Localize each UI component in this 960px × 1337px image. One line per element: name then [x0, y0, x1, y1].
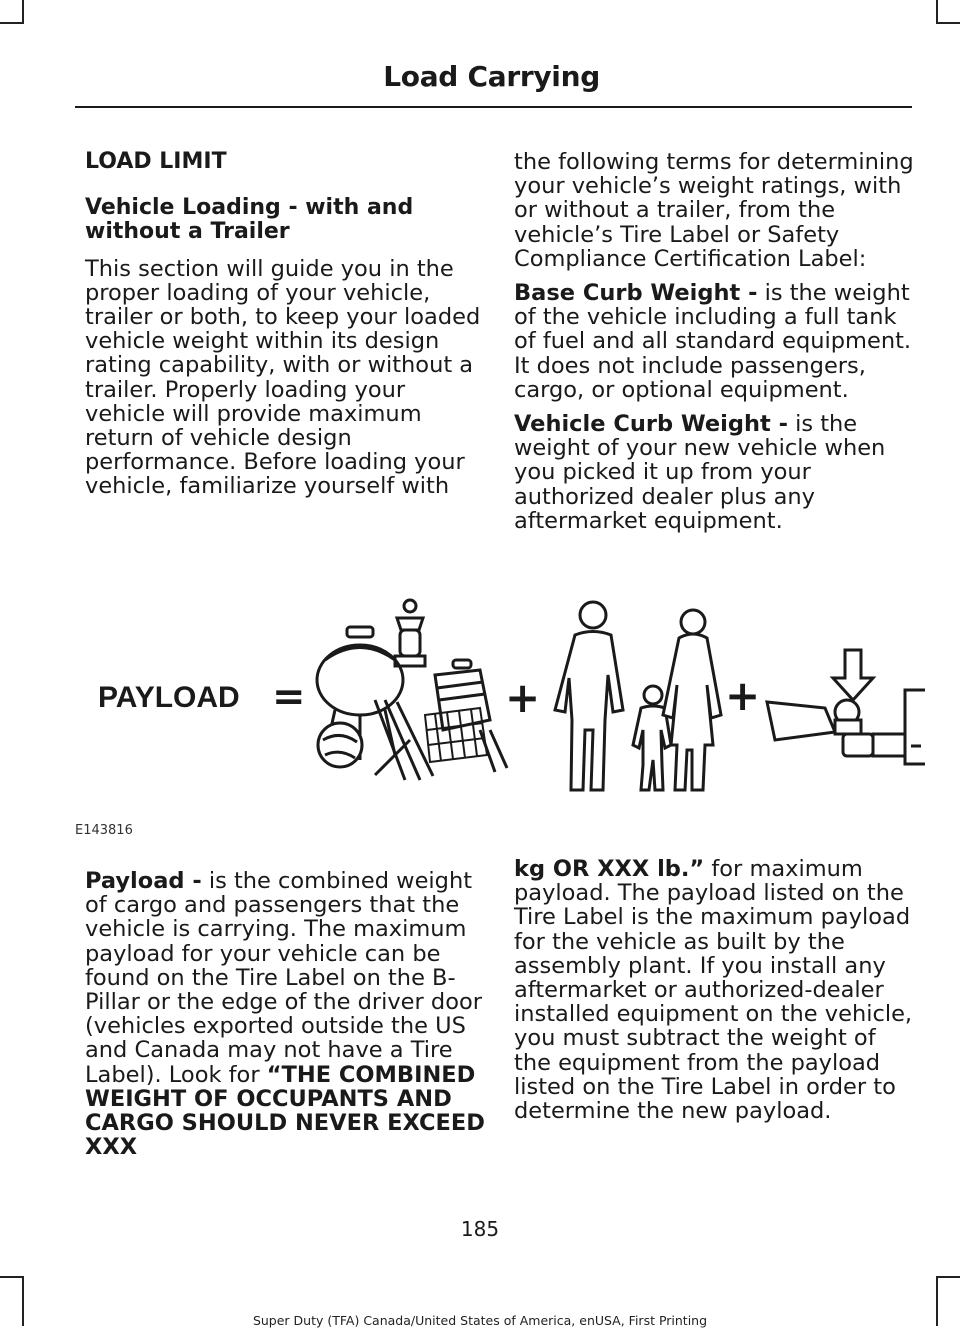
- intro-paragraph: This section will guide you in the proper loading of your vehicle, trailer or both, to keep your loaded vehicle weight within its design rating capability, with or without a trailer. Properly loading your vehicle will provide maximum return of vehicle design performance. Before loading your vehicle, familiarize yourself with: [85, 255, 481, 500]
- continuation-paragraph: the following terms for determining your vehicle’s weight ratings, with or without a trailer, from the vehicle’s Tire Label or Safety Compliance Certification Label:: [514, 149, 914, 272]
- cargo-group: [317, 600, 507, 780]
- base-curb-weight-definition: [514, 281, 914, 402]
- plus-sign-2: +: [725, 671, 761, 720]
- base-curb-weight-term: Base Curb Weight -: [514, 280, 758, 307]
- crop-mark: [936, 22, 960, 24]
- figure-code: E143816: [75, 823, 133, 838]
- column-left-bottom: [85, 869, 485, 1169]
- label-quote-start: “THE COMBINED WEIGHT OF OCCUPANTS AND CARGO SHOULD NEVER EXCEED XXX: [85, 1061, 485, 1161]
- page-title: Load Carrying: [383, 60, 600, 93]
- ball-icon: [318, 723, 362, 767]
- payload-continuation: [514, 857, 914, 1123]
- trailer-hitch-icon: [767, 690, 925, 764]
- hitch-group: [767, 650, 925, 764]
- section-title: LOAD LIMIT: [85, 149, 227, 174]
- payload-continuation-text: for maximum payload. The payload listed on the Tire Label is the maximum payload for the vehicle as built by the assembly plant. If you install any aftermarket or authorized-dealer installed equipment on the vehicle, you must subtract the weight of the equipment from the payload listed on the Tire Label in order to determine the new payload.: [514, 856, 913, 1125]
- down-arrow-icon: [833, 650, 873, 700]
- payload-label: PAYLOAD: [98, 681, 240, 714]
- vehicle-curb-weight-definition: [514, 412, 914, 533]
- column-left-top: [85, 150, 485, 509]
- woman-icon: [663, 610, 721, 790]
- crop-mark: [936, 1276, 960, 1278]
- payload-definition: [85, 869, 485, 1159]
- lantern-icon: [395, 600, 425, 666]
- equals-sign: =: [272, 674, 306, 720]
- subsection-title: Vehicle Loading - with and without a Trailer: [85, 195, 414, 245]
- base-curb-weight-text: is the weight of the vehicle including a full tank of fuel and all standard equipment. It does not include passengers, cargo, or optional equipment.: [514, 280, 912, 403]
- crop-mark: [0, 1276, 24, 1278]
- passengers-group: [555, 602, 721, 790]
- label-quote-end: kg OR XXX lb.”: [514, 856, 705, 882]
- column-right-top: [514, 150, 914, 543]
- man-icon: [555, 602, 623, 790]
- crop-mark: [0, 22, 24, 24]
- payload-term: Payload -: [85, 868, 202, 894]
- vehicle-curb-weight-term: Vehicle Curb Weight -: [514, 411, 788, 438]
- header-divider: [75, 106, 912, 108]
- page-number: 185: [460, 1217, 500, 1241]
- footer-text: Super Duty (TFA) Canada/United States of America, enUSA, First Printing: [252, 1313, 708, 1328]
- vehicle-curb-weight-text: is the weight of your new vehicle when you picked it up from your authorized dealer plus any aftermarket equipment.: [514, 411, 886, 534]
- payload-text: is the combined weight of cargo and passengers that the vehicle is carrying. The maximum payload for your vehicle can be found on the Tire Label on the B-Pillar or the edge of the driver door (vehicles exported outside the US and Canada may not have a Tire Label). Look for: [85, 868, 482, 1088]
- crop-mark: [22, 0, 24, 24]
- crop-mark: [936, 0, 938, 24]
- plus-sign-1: +: [505, 673, 541, 722]
- payload-illustration: [75, 590, 925, 820]
- column-right-bottom: [514, 857, 914, 1133]
